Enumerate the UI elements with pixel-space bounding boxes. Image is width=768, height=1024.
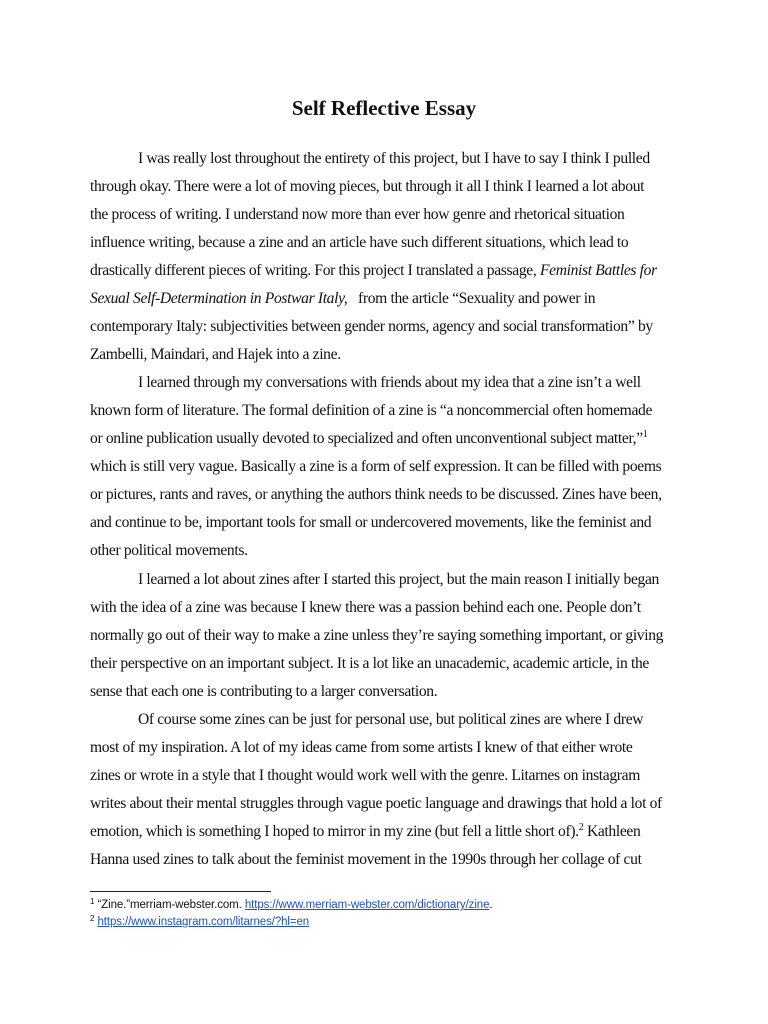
paragraph-1-line-5-text: drastically different pieces of writing. For this project I translated a passage, — [90, 262, 537, 279]
paragraph-1-line-6 — [90, 289, 595, 309]
paragraph-1-line-1: I was really lost throughout the entirety of this project, but I have to say I think I pulled — [138, 150, 650, 167]
paragraph-3-line-5: sense that each one is contributing to a larger conversation. — [90, 683, 438, 700]
paragraph-4-line-3: zines or wrote in a style that I thought would work well with the genre. Litarnes on instagram — [90, 767, 640, 784]
paragraph-2-line-6: and continue to be, important tools for small or undercovered movements, like the feminist and — [90, 514, 652, 531]
paragraph-4-line-5-tail: Kathleen — [583, 823, 641, 840]
essay-title: Self Reflective Essay — [291, 96, 477, 120]
paragraph-3-line-4: their perspective on an important subject. It is a lot like an unacademic, academic article, in the — [90, 655, 649, 672]
footnote-ref-1[interactable]: 1 — [642, 429, 648, 440]
paragraph-4-line-4: writes about their mental struggles through vague poetic language and drawings that hold a lot of — [90, 795, 662, 812]
paragraph-4-line-2: most of my inspiration. A lot of my ideas came from some artists I knew of that either wrote — [90, 739, 633, 756]
paragraph-3-line-3: normally go out of their way to make a zine unless they’re saying something important, or giving — [90, 627, 664, 644]
paragraph-2-line-3-text: or online publication usually devoted to specialized and often unconventional subject matter,” — [90, 430, 643, 447]
footnote-2-number: 2 — [90, 914, 95, 923]
footnote-2 — [90, 915, 309, 930]
paragraph-3-line-1: I learned a lot about zines after I started this project, but the main reason I initially began — [138, 571, 659, 588]
footnote-1-text: “Zine.”merriam-webster.com. — [94, 899, 245, 911]
paragraph-1-line-5 — [90, 261, 657, 281]
paragraph-2-line-3 — [90, 429, 647, 451]
paragraph-4-line-6: Hanna used zines to talk about the feminist movement in the 1990s through her collage of cut — [90, 851, 642, 868]
paragraph-1-line-4: influence writing, because a zine and an article have such different situations, which lead to — [90, 234, 629, 251]
footnote-separator — [90, 891, 271, 892]
footnote-ref-2[interactable]: 2 — [578, 822, 584, 833]
footnote-1-number: 1 — [90, 897, 95, 906]
article-section-title-part-2: Sexual Self-Determination in Postwar Italy, — [90, 290, 348, 307]
footnote-2-link[interactable]: https://www.instagram.com/litarnes/?hl=en — [97, 916, 310, 928]
paragraph-1-line-2: through okay. There were a lot of moving pieces, but through it all I think I learned a lot about — [90, 178, 645, 195]
paragraph-2-line-1: I learned through my conversations with friends about my idea that a zine isn’t a well — [138, 374, 641, 391]
paragraph-2-line-2: known form of literature. The formal definition of a zine is “a noncommercial often homemade — [90, 402, 653, 419]
paragraph-4-line-5 — [90, 822, 640, 844]
paragraph-1-line-3: the process of writing. I understand now more than ever how genre and rhetorical situation — [90, 206, 625, 223]
paragraph-1-line-8: Zambelli, Maindari, and Hajek into a zine. — [90, 346, 341, 363]
paragraph-3-line-2: with the idea of a zine was because I knew there was a passion behind each one. People don’t — [90, 599, 641, 616]
footnote-1-link[interactable]: https://www.merriam-webster.com/dictionary/zine — [244, 899, 490, 911]
paragraph-4-line-1: Of course some zines can be just for personal use, but political zines are where I drew — [138, 711, 644, 728]
article-section-title-part-1: Feminist Battles for — [539, 262, 657, 279]
footnote-1 — [90, 898, 492, 913]
paragraph-2-line-5: or pictures, rants and raves, or anything the authors think needs to be discussed. Zines have been, — [90, 486, 662, 503]
paragraph-2-line-4: which is still very vague. Basically a zine is a form of self expression. It can be filled with poems — [90, 458, 662, 475]
paragraph-4-line-5-text: emotion, which is something I hoped to mirror in my zine (but fell a little short of). — [90, 823, 579, 840]
footnote-1-tail: . — [489, 899, 493, 911]
paragraph-2-line-7: other political movements. — [90, 542, 248, 559]
paragraph-1-line-7: contemporary Italy: subjectivities between gender norms, agency and social transformation” by — [90, 318, 653, 335]
paragraph-1-line-6-text: from the article “Sexuality and power in — [358, 290, 596, 307]
